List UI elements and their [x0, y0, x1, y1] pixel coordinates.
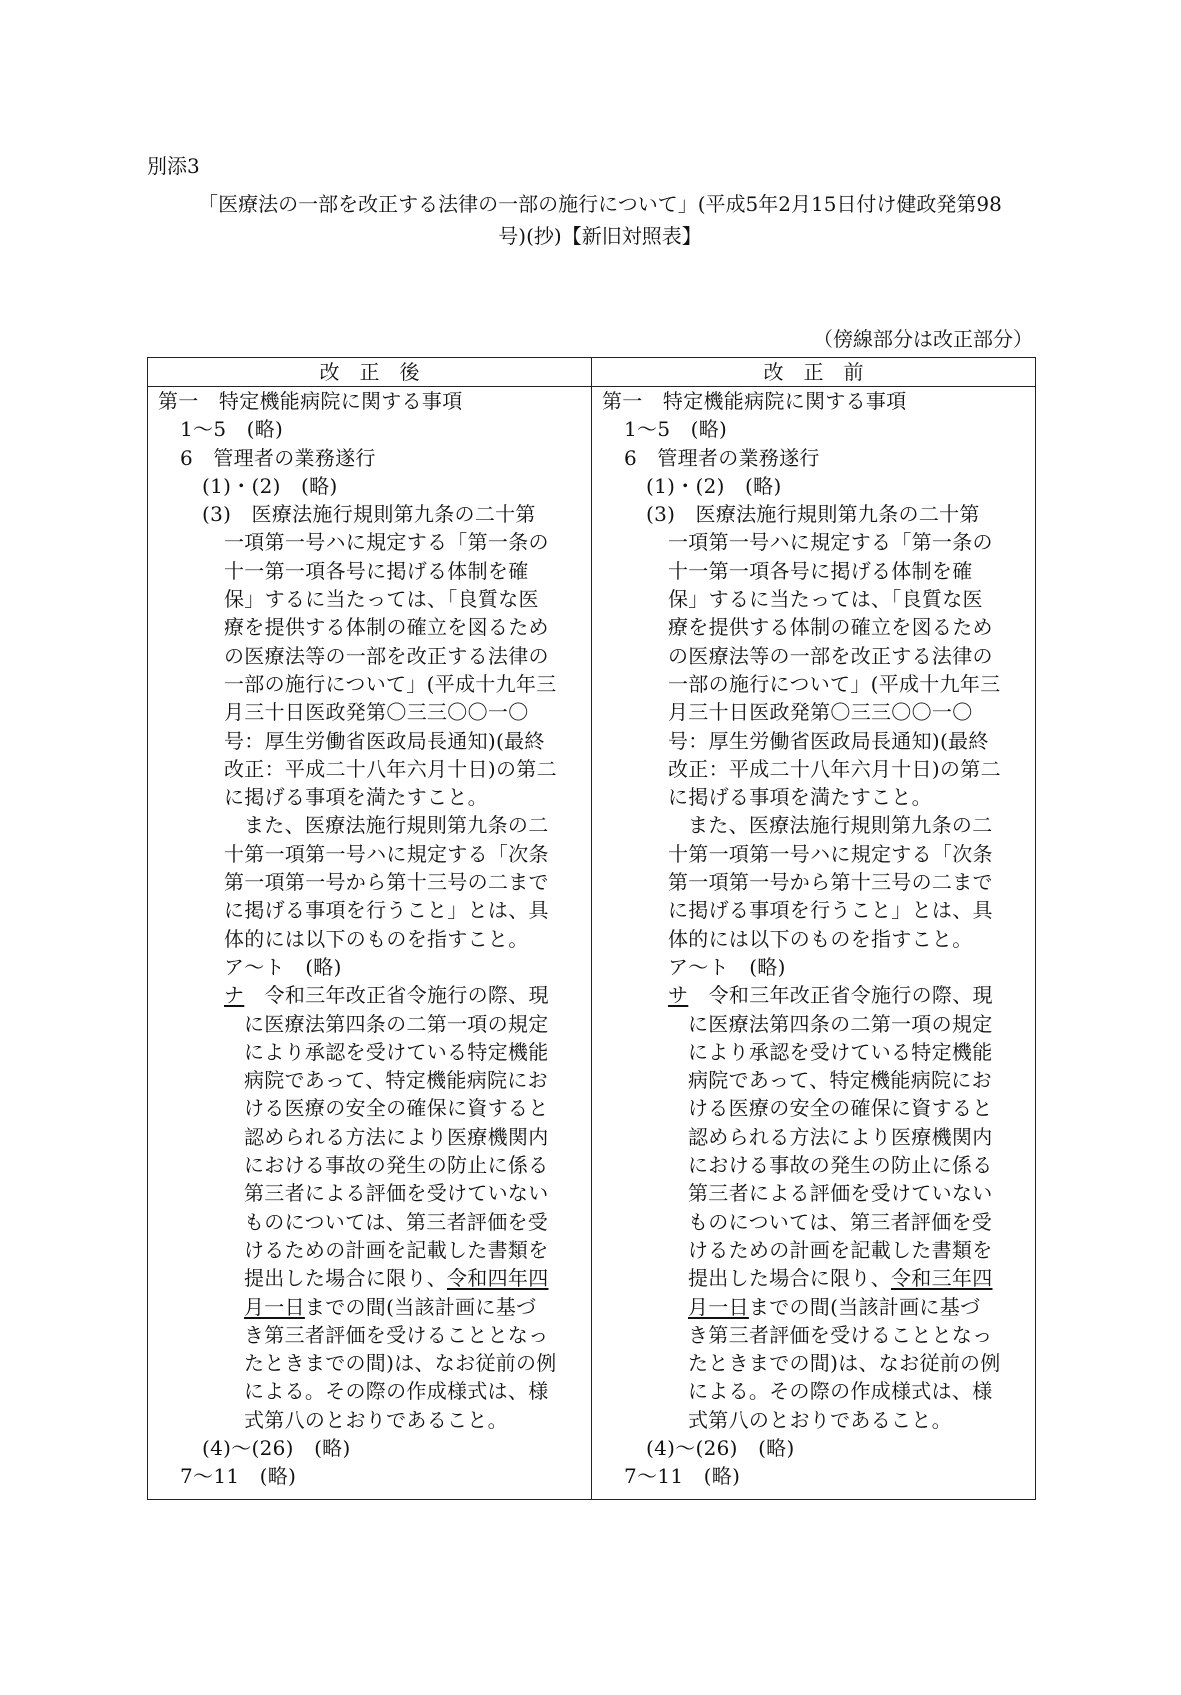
text-line — [602, 981, 1027, 1009]
text-line: 第三者による評価を受けていない — [244, 1181, 549, 1206]
text-span: までの間(当該計画に基づ — [748, 1294, 981, 1319]
text-line: 式第八のとおりであること。 — [688, 1407, 952, 1432]
text-line: による。その際の作成様式は、様 — [244, 1379, 549, 1404]
text-line: における事故の発生の防止に係る — [244, 1153, 549, 1178]
text-line: 病院であって、特定機能病院にお — [244, 1068, 548, 1093]
text-line: (1)・(2) (略) — [646, 473, 782, 498]
text-line: 第一項第一号から第十三号の二まで — [668, 870, 993, 895]
text-line: 認められる方法により医療機関内 — [688, 1124, 993, 1149]
text-line — [158, 1264, 583, 1292]
text-line: 病院であって、特定機能病院にお — [688, 1068, 992, 1093]
text-line — [602, 1293, 1027, 1321]
text-line: に医療法第四条の二第一項の規定 — [244, 1011, 549, 1036]
text-line: けるための計画を記載した書類を — [688, 1237, 993, 1262]
changed-text: サ — [668, 983, 689, 1008]
attachment-label: 別添3 — [147, 154, 200, 178]
title-line-1: 「医療法の一部を改正する法律の一部の施行について」(平成5年2月15日付け健政発第98 — [198, 192, 1002, 216]
header-before-revision: 改 正 前 — [592, 358, 1036, 387]
text-line: 保」するに当たっては、「良質な医 — [668, 587, 983, 612]
underline-note: （傍線部分は改正部分） — [813, 327, 1033, 351]
table-row — [148, 387, 1036, 1500]
text-line: (4)～(26) (略) — [646, 1435, 795, 1460]
text-line: 式第八のとおりであること。 — [244, 1407, 508, 1432]
changed-text: ナ — [224, 983, 245, 1008]
changed-text: 月一日 — [244, 1294, 305, 1319]
comparison-table — [147, 357, 1036, 1500]
column-before-revision — [592, 387, 1036, 1500]
text-line: に掲げる事項を満たすこと。 — [224, 785, 488, 810]
text-line: 認められる方法により医療機関内 — [244, 1124, 549, 1149]
text-line: 保」するに当たっては、「良質な医 — [224, 587, 539, 612]
text-line: の医療法等の一部を改正する法律の — [224, 643, 549, 668]
text-line — [158, 1293, 583, 1321]
text-line: ける医療の安全の確保に資すると — [244, 1096, 549, 1121]
text-line: 体的には以下のものを指すこと。 — [668, 926, 973, 951]
text-line: により承認を受けている特定機能 — [688, 1039, 993, 1064]
text-line: 号：厚生労働省医政局長通知)(最終 — [224, 728, 545, 753]
text-line: による。その際の作成様式は、様 — [688, 1379, 993, 1404]
text-line: ア～ト (略) — [224, 954, 342, 979]
title-line-2: 号)(抄)【新旧対照表】 — [498, 224, 702, 248]
text-line: 改正：平成二十八年六月十日)の第二 — [224, 756, 557, 781]
text-line: 7～11 (略) — [180, 1464, 297, 1489]
text-line: き第三者評価を受けることとなっ — [244, 1322, 549, 1347]
text-line: 体的には以下のものを指すこと。 — [224, 926, 529, 951]
text-line: 1～5 (略) — [624, 417, 728, 442]
text-line: (3) 医療法施行規則第九条の二十第 — [202, 502, 536, 527]
text-line: 7～11 (略) — [624, 1464, 741, 1489]
text-span: までの間(当該計画に基づ — [304, 1294, 537, 1319]
text-line: 1～5 (略) — [180, 417, 284, 442]
table-header-row — [148, 358, 1036, 387]
section-heading: 第一 特定機能病院に関する事項 — [158, 389, 463, 413]
text-line: に掲げる事項を行うこと」とは、具 — [668, 898, 993, 923]
text-line: 十一第一項各号に掲げる体制を確 — [224, 558, 529, 583]
header-after-revision: 改 正 後 — [148, 358, 592, 387]
text-line: 6 管理者の業務遂行 — [624, 445, 820, 470]
text-line: に掲げる事項を満たすこと。 — [668, 785, 932, 810]
text-line — [602, 1264, 1027, 1292]
text-line: けるための計画を記載した書類を — [244, 1237, 549, 1262]
text-line: 一部の施行について」(平成十九年三 — [224, 671, 557, 696]
changed-text: 令和三年四 — [891, 1266, 993, 1291]
text-line: 改正：平成二十八年六月十日)の第二 — [668, 756, 1001, 781]
text-line: また、医療法施行規則第九条の二 — [244, 813, 549, 838]
text-line: (1)・(2) (略) — [202, 473, 338, 498]
text-line: 月三十日医政発第〇三三〇〇一〇 — [668, 700, 973, 725]
text-line: 療を提供する体制の確立を図るため — [224, 615, 549, 640]
text-line: における事故の発生の防止に係る — [688, 1153, 993, 1178]
text-span: 提出した場合に限り、 — [688, 1266, 891, 1291]
text-line: により承認を受けている特定機能 — [244, 1039, 549, 1064]
changed-text: 令和四年四 — [447, 1266, 549, 1291]
text-line: 十第一項第一号ハに規定する「次条 — [668, 841, 993, 866]
text-line: の医療法等の一部を改正する法律の — [668, 643, 993, 668]
text-line: ア～ト (略) — [668, 954, 786, 979]
text-line: (3) 医療法施行規則第九条の二十第 — [646, 502, 980, 527]
text-line: 第三者による評価を受けていない — [688, 1181, 993, 1206]
text-line: 療を提供する体制の確立を図るため — [668, 615, 993, 640]
text-line: ものについては、第三者評価を受 — [244, 1209, 549, 1234]
text-line: に掲げる事項を行うこと」とは、具 — [224, 898, 549, 923]
text-line: 号：厚生労働省医政局長通知)(最終 — [668, 728, 989, 753]
text-line: 第一項第一号から第十三号の二まで — [224, 870, 549, 895]
changed-text: 月一日 — [688, 1294, 749, 1319]
text-line: 月三十日医政発第〇三三〇〇一〇 — [224, 700, 529, 725]
text-line: に医療法第四条の二第一項の規定 — [688, 1011, 993, 1036]
text-span: 提出した場合に限り、 — [244, 1266, 447, 1291]
document-title — [160, 188, 1040, 252]
text-line: たときまでの間)は、なお従前の例 — [688, 1351, 1001, 1376]
text-line: 一項第一号ハに規定する「第一条の — [668, 530, 993, 555]
text-line: き第三者評価を受けることとなっ — [688, 1322, 993, 1347]
text-line: 一項第一号ハに規定する「第一条の — [224, 530, 549, 555]
text-line — [158, 981, 583, 1009]
text-line: (4)～(26) (略) — [202, 1435, 351, 1460]
text-span: 令和三年改正省令施行の際、現 — [244, 983, 549, 1008]
text-line: 十一第一項各号に掲げる体制を確 — [668, 558, 973, 583]
text-line: 一部の施行について」(平成十九年三 — [668, 671, 1001, 696]
text-line: 6 管理者の業務遂行 — [180, 445, 376, 470]
section-heading: 第一 特定機能病院に関する事項 — [602, 389, 907, 413]
text-span: 令和三年改正省令施行の際、現 — [688, 983, 993, 1008]
text-line: また、医療法施行規則第九条の二 — [688, 813, 993, 838]
text-line: ものについては、第三者評価を受 — [688, 1209, 993, 1234]
text-line: ける医療の安全の確保に資すると — [688, 1096, 993, 1121]
column-after-revision — [148, 387, 592, 1500]
text-line: たときまでの間)は、なお従前の例 — [244, 1351, 557, 1376]
text-line: 十第一項第一号ハに規定する「次条 — [224, 841, 549, 866]
